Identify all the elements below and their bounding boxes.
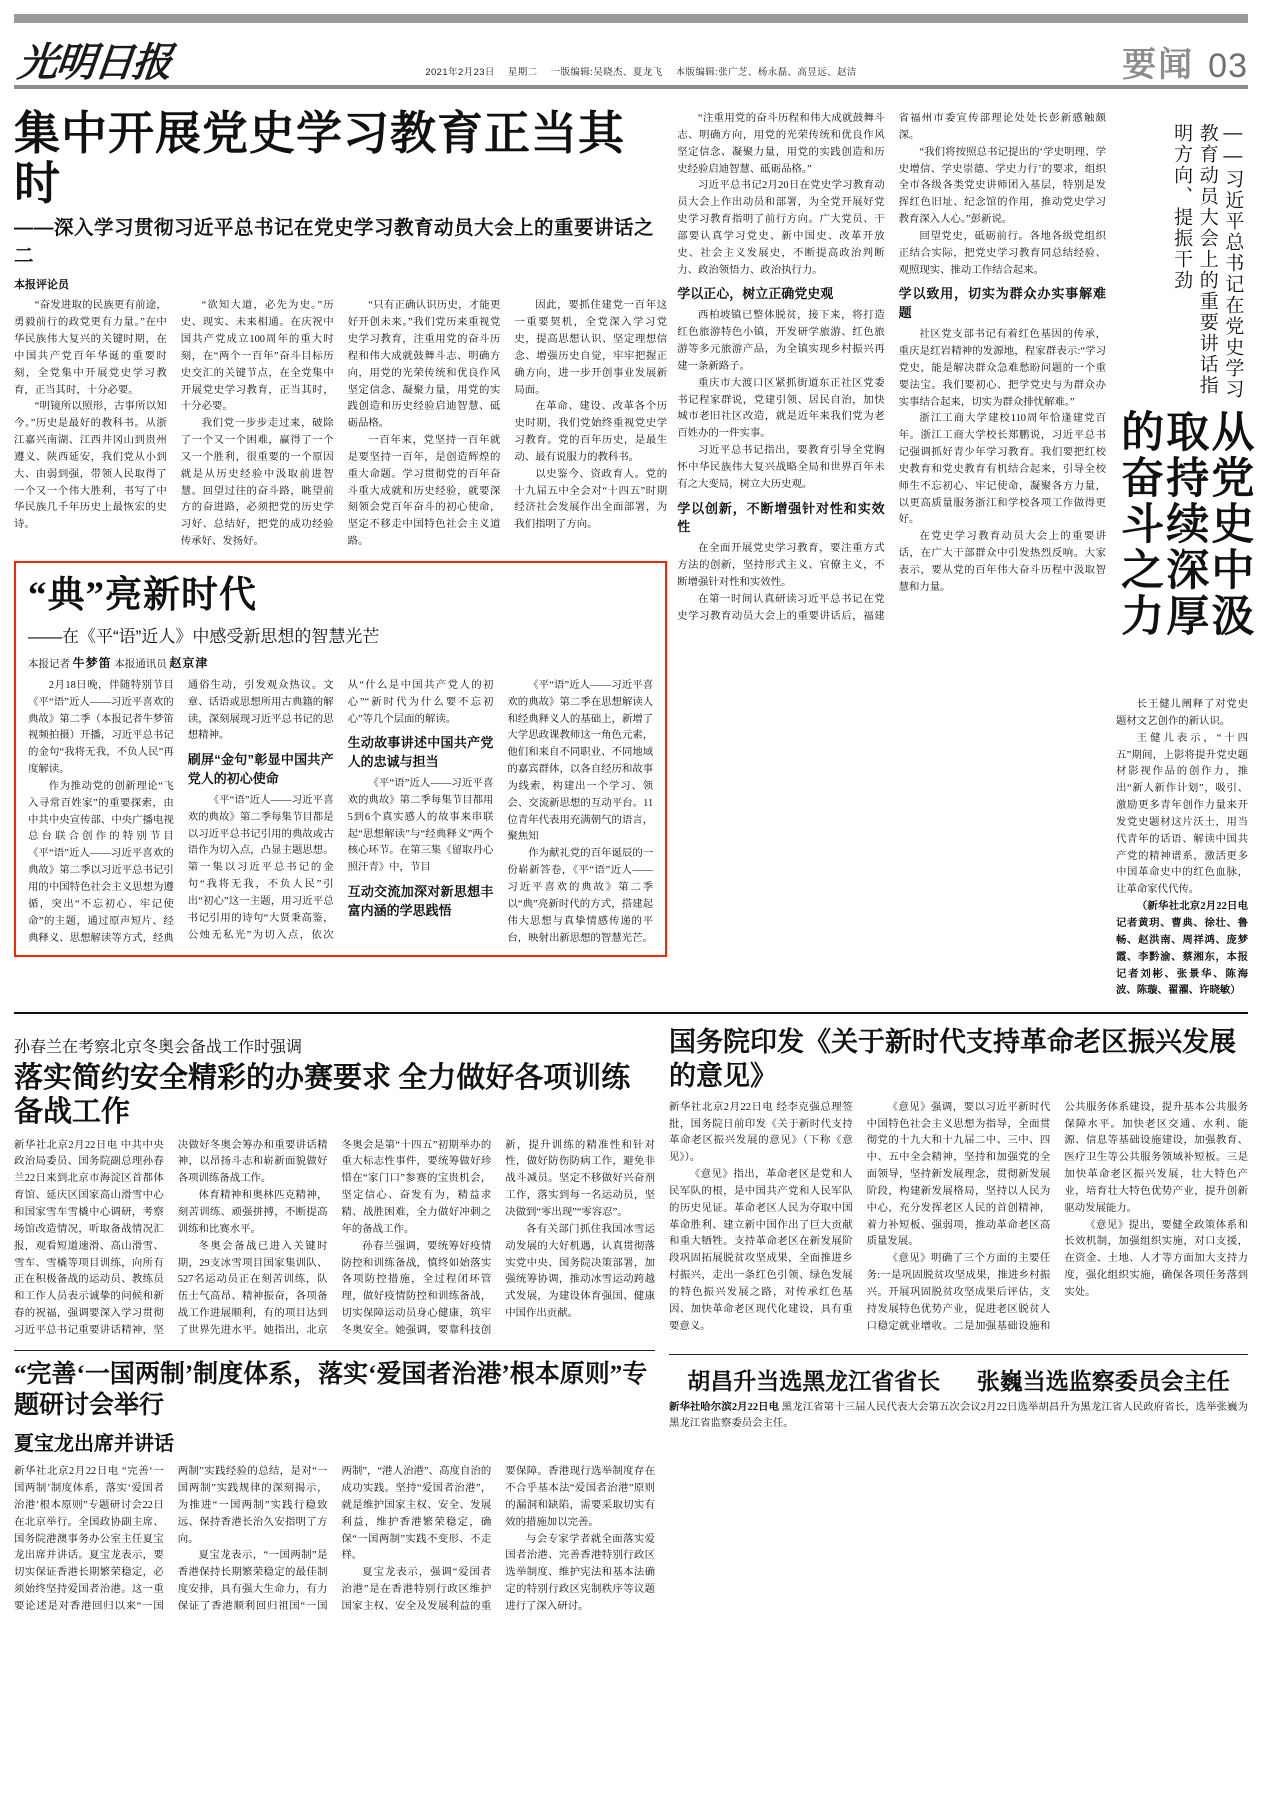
top-rule bbox=[14, 14, 1248, 23]
section-divider bbox=[14, 1012, 1248, 1014]
reporter-name: 牛梦笛 bbox=[72, 655, 112, 670]
paragraph: 社区党支部书记有着红色基因的传承，重庆是红岩精神的发源地，程家群表示:“学习党史，能是解决群众急难愁盼问题的一个重要法宝。我们要初心、把学党史与为群众办实事结合起来，切实为群众排忧解难。” bbox=[898, 329, 1106, 408]
council-headline: 国务院印发《关于新时代支持革命老区振兴发展的意见》 bbox=[669, 1027, 1236, 1091]
masthead-section bbox=[1122, 49, 1248, 83]
paragraph: 《平“语”近人——习近平喜欢的典故》第二季每集节目都是以习近平总书记引用的典故或古语作为切入点，凸显主题思想。第一集以习近平总书记的金句“我将无我，不负人民”引出“初心”这一主题，用习近平总书记引用的诗句“大贤秉高鉴，公烛无私光”为切入点，依次从“什么是中国共产党人的初心”“新时代为什么要不忘初心”等几个层面的解读。 bbox=[187, 679, 494, 941]
featured-byline bbox=[28, 654, 653, 671]
paragraph: 一百年来，党坚持一百年就是要坚持一百年，是创造辉煌的重大命题。学习贯彻党的百年奋斗重大成就和历史经验，就要深刻领会党百年奋斗的初心使命，坚定不移走中国特色社会主义道路。 bbox=[347, 435, 501, 548]
masthead-info bbox=[425, 64, 867, 83]
correspondent-name: 赵京津 bbox=[169, 655, 209, 670]
paragraph: 夏宝龙表示，“一国两制”是香港保持长期繁荣稳定的最佳制度安排，具有强大生命力，有力保证了香港顺利回归祖国“一国两制”，“港人治港”、高度自治的成功实践。坚持“爱国者治港”，就是维护国家主权、安全、发展利益，维护香港繁荣稳定，确保“一国两制”实践不变形、不走样。 bbox=[177, 1466, 492, 1612]
lead-subhead: ——深入学习贯彻习近平总书记在党史学习教育动员大会上的重要讲话之二 bbox=[14, 217, 655, 268]
page-editor: 本版编辑:张广芝、杨永磊、高昱远、赵洁 bbox=[675, 67, 857, 78]
paragraph: 在党史学习教育动员大会上的重要讲话，在广大干部群众中引发热烈反响。大家表示，要从党的百年伟大奋斗历程中汲取智慧和力量。 bbox=[898, 531, 1106, 593]
hk-headline: “完善‘一国两制’制度体系，落实‘爱国者治港’根本原则”专题研讨会举行 bbox=[14, 1360, 648, 1419]
paragraph: 《意见》强调，要以习近平新时代中国特色社会主义思想为指导，全面贯彻党的十九大和十九届二中、三中、四中、五中全会精神，坚持和加强党的全面领导，坚持新发展理念，贯彻新发展阶段，构建新发展格局，坚持以人民为中心，充分发挥老区人民的首创精神，着力补短板、强弱项，推动革命老区高质量发展。 bbox=[866, 1101, 1051, 1248]
hlj-governor-title: 胡昌升当选黑龙江省省长 bbox=[687, 1368, 941, 1394]
paragraph: 新华社北京2月22日电 经李克强总理签批，国务院日前印发《关于新时代支持革命老区振兴发展的意见》（下称《意见》）。 bbox=[669, 1101, 853, 1164]
paragraph: 因此，要抓住建党一百年这一重要契机，全党深入学习党史，提高思想认识、坚定理想信念、增强历史自觉，牢牢把握正确方向，进一步开创事业发展新局面。 bbox=[514, 300, 668, 396]
hlj-dateline: 新华社哈尔滨2月22日电 bbox=[669, 1401, 780, 1413]
paragraph: 体育精神和奥林匹克精神，刻苦训练、顽强拼搏，不断提高训练和比赛水平。 bbox=[177, 1190, 328, 1235]
lead-headline: 集中开展党史学习教育正当其时 bbox=[14, 108, 625, 209]
paragraph: 各有关部门抓住我国冰雪运动发展的大好机遇，认真贯彻落实党中央、国务院决策部署，加强统筹协调，推动冰雪运动跨越式发展，为建设体育强国、健康中国作出贡献。 bbox=[505, 1223, 655, 1320]
paragraph: 《意见》明确了三个方面的主要任务:一是巩固脱贫攻坚成果，推进乡村振兴。开展巩固脱贫攻坚成果后评估，支持发展特色优势产业，促进老区脱贫人口稳定就业增收。二是加强基础设施和公共服务体系建设，提升基本公共服务保障水平。加快老区交通、水利、能源、信息等基础设施建设，加强教育、医疗卫生等公共服务领域补短板。三是加快革命老区振兴发展，壮大特色产业，培育壮大特色优势产业，提升创新驱动发展能力。 bbox=[866, 1101, 1248, 1332]
section-heading: 学以正心，树立正确党史观 bbox=[677, 286, 834, 302]
section-title: 要闻 bbox=[1122, 47, 1195, 84]
paragraph: 我们党一步步走过来，破除了一个又一个困难，赢得了一个又一个胜利，很重要的一个原因就是从历史经验中汲取前进智慧。回望过往的奋斗路，眺望前方的奋进路，必须把党的历史学习好、总结好，把党的成功经验传承好、发扬好。 bbox=[180, 418, 334, 548]
paragraph: 新华社北京2月22日电 中共中央政治局委员、国务院副总理孙春兰22日来到北京市海淀区首都体育馆、延庆区国家高山滑雪中心和国家雪车雪橇中心调研，考察场馆改造情况，听取备战情况汇报，观看短道速滑、高山滑雪、雪车、雪橇等项目训练，向所有正在积极备战的运动员、教练员和工作人员表示诚挚的问候和新春的祝福，强调要深入学习贯彻习近平总书记重要讲话精神，坚决做好冬奥会筹办和重要讲话精神，以昂扬斗志和崭新面貌做好各项训练备战工作。 bbox=[14, 1139, 328, 1336]
sun-headline: 落实简约安全精彩的办赛要求 全力做好各项训练备战工作 bbox=[14, 1062, 631, 1129]
heilongjiang-titles bbox=[669, 1363, 1248, 1396]
paragraph: 在革命、建设、改革各个历史时期，我们党始终重视党史学习教育。党的百年历史，是最生动、最有说服力的教科书。 bbox=[514, 401, 668, 463]
vertical-subhead: ——习近平总书记在党史学习教育动员大会上的重要讲话指明方向、提振干劲 bbox=[1171, 123, 1244, 400]
paragraph: 与会专家学者就全面落实爱国者治港、完善香港特别行政区选举制度、维护宪法和基本法确定的特别行政区宪制秩序等议题进行了深入研讨。 bbox=[505, 1533, 655, 1612]
paragraph: 《平“语”近人——习近平喜欢的典故》第二季每集节目都用5到6个真实感人的故事来串联起“思想解读”与“经典释义”两个核心环节。在第三集《留取丹心照汗青》中，节目 bbox=[347, 778, 494, 874]
byline-label: 本报记者 bbox=[28, 658, 70, 670]
main-row bbox=[14, 93, 1253, 1000]
featured-subhead: ——在《平“语”近人》中感受新思想的智慧光芒 bbox=[28, 626, 380, 646]
sun-body bbox=[14, 1138, 655, 1340]
newspaper-page bbox=[0, 14, 1262, 1806]
sun-kicker: 孙春兰在考察北京冬奥会备战工作时强调 bbox=[14, 1039, 303, 1057]
left-column bbox=[14, 93, 667, 1000]
paragraph: 在第一时间认真研读习近平总书记在党史学习教育动员大会上的重要讲话后，福建省福州市委宣传部理论处处长彭新感触颇深。 bbox=[677, 113, 1106, 622]
middle-body bbox=[677, 111, 1106, 625]
hk-subhead: 夏宝龙出席并讲话 bbox=[14, 1433, 174, 1456]
paragraph: 西柏坡镇已整体脱贫，接下来，将打造红色旅游特色小镇，开发研学旅游、红色旅游等多元旅游产品，为全镇实现乡村振兴再建一条新路子。 bbox=[677, 310, 885, 372]
paragraph: 长王健儿阐释了对党史题材文艺创作的新认识。 bbox=[1116, 699, 1248, 727]
paragraph: “欲知大道，必先为史。”历史、现实、未来相通。在庆祝中国共产党成立100周年的重大时刻，在“两个一百年”奋斗目标历史交汇的关键节点，在全党集中开展党史学习教育，正当其时，十分必要。 bbox=[180, 300, 334, 413]
lead-body bbox=[14, 298, 667, 551]
vertical-headline: 从党史中汲取持续深厚的奋斗之力 bbox=[1115, 408, 1253, 639]
paragraph: 习近平总书记指出，要教育引导全党胸怀中华民族伟大复兴战略全局和世界百年未有之大变局，树立大历史观。 bbox=[677, 445, 885, 490]
article-divider bbox=[14, 1350, 655, 1351]
lower-row bbox=[14, 1022, 1248, 1616]
heilongjiang-body bbox=[669, 1400, 1248, 1433]
paragraph: 《意见》指出，革命老区是党和人民军队的根，是中国共产党和人民军队的历史见证。革命老区人民为夺取中国革命胜利、建立新中国作出了巨大贡献和重大牺牲。支持革命老区在新发展阶段巩固拓展脱贫攻坚成果，全面推进乡村振兴，走出一条红色引领、绿色发展的特色振兴发展之路，对传承红色基因、加快革命老区现代化建设，具有重要意义。 bbox=[669, 1169, 853, 1332]
article-divider bbox=[669, 1354, 1248, 1355]
lead-byline: 本报评论员 bbox=[14, 279, 69, 292]
hk-body bbox=[14, 1464, 655, 1616]
section-heading: 学以致用，切实为群众办实事解难题 bbox=[898, 286, 1106, 321]
front-page-editor: 一版编辑:吴晓杰、夏龙飞 bbox=[550, 67, 663, 78]
paragraph: 习近平总书记2月20日在党史学习教育动员大会上作出动员和部署，为全党开展好党史学习教育指明了前行方向。广大党员、干部要认真学习党史、新中国史、改革开放史、社会主义发展史，不断提高政治判断力、政治领悟力、政治执行力。 bbox=[677, 180, 885, 276]
paragraph: 浙江工商大学建校110周年恰逢建党百年。浙江工商大学校长郑鹏说，习近平总书记强调抓好青少年学习教育。我们要把红校史教育和党史教育有机结合起来，引导全校师生不忘初心、牢记使命，凝聚各方力量，以更高质量服务浙江和学校各项工作做得更好。 bbox=[898, 413, 1106, 526]
paragraph: 以史鉴今、资政育人。党的十九届五中全会对“十四五”时期经济社会发展作出全面部署，为我们指明了方向。 bbox=[514, 468, 668, 531]
paragraph: 夏宝龙表示，强调“爱国者治港”是在香港特别行政区维护国家主权、安全及发展利益的重要保障。香港现行选举制度存在不合乎基本法“爱国者治港”原则的漏洞和缺陷，需要采取切实有效的措施加以完善。 bbox=[341, 1466, 655, 1612]
paragraph: “明镜所以照形，古事所以知今。”历史是最好的教科书。从浙江嘉兴南湖、江西井冈山到贵州遵义、陕西延安，我们党从小到大、由弱到强，带领人民取得了一个又一个伟大胜利，书写了中华民族几千年历史上最恢宏的史诗。 bbox=[14, 401, 167, 531]
paragraph: 《意见》提出，要健全政策体系和长效机制，加强组织实施，对口支援，在资金、土地、人才等方面加大支持力度，强化组织实施，确保各项任务落到实处。 bbox=[1064, 1219, 1248, 1298]
paragraph: “注重用党的奋斗历程和伟大成就鼓舞斗志、明确方向，用党的光荣传统和优良作风坚定信念、凝聚力量，用党的实践创造和历史经验启迪智慧、砥砺品格。” bbox=[677, 113, 885, 175]
paragraph: 孙春兰强调，要统筹好疫情防控和训练备战，慎终如始落实各项防控措施，全过程闭环管理，做好疫情防控和训练备战，切实保障运动员身心健康，筑牢冬奥安全。她强调，要靠科技创新，提升训练的精准性和针对性，做好防伤防病工作，避免非战斗减员。坚定不移做好兴奋剂工作，落实到每一名运动员，坚决做到“零出现”“零容忍”。 bbox=[341, 1139, 655, 1336]
issue-weekday: 星期二 bbox=[507, 67, 538, 78]
vertical-headline-wrap bbox=[1116, 123, 1251, 683]
featured-headline: “典”亮新时代 bbox=[28, 575, 257, 616]
featured-section-heading: 刷屏“金句”彰显中国共产党人的初心使命 bbox=[187, 752, 334, 787]
middle-column bbox=[667, 93, 1116, 1000]
hlj-supervision-title: 张巍当选监察委员会主任 bbox=[976, 1368, 1230, 1394]
vertical-article-tail bbox=[1116, 697, 1248, 1000]
page-number: 03 bbox=[1208, 47, 1248, 85]
hlj-text: 黑龙江省第十三届人民代表大会第五次会议2月22日选举胡昌升为黑龙江省人民政府省长，选举张巍为黑龙江省监察委员会主任。 bbox=[669, 1401, 1248, 1430]
lower-left-column bbox=[14, 1022, 669, 1616]
right-column bbox=[1115, 93, 1253, 1000]
masthead-rule bbox=[14, 85, 1248, 89]
council-body bbox=[669, 1100, 1248, 1336]
paragraph: “我们将按照总书记提出的‘学史明理、学史增信、学史崇德、学史力行’的要求，组织全市各级各类党史讲师团入基层，特别是发挥红色旧址、纪念馆的作用，推动党史学习教育深入人心。”彭新说。 bbox=[898, 146, 1106, 226]
section-heading: 学以创新，不断增强针对性和实效性 bbox=[677, 500, 885, 535]
paragraph: 重庆市大渡口区紧抓街道东正社区党委书记程家群说，党建引领、居民自治，加快城市老旧社区改造，就是近年来我们党为老百姓办的一件实事。 bbox=[677, 377, 885, 440]
masthead bbox=[14, 23, 1248, 85]
featured-article-box bbox=[14, 561, 667, 957]
paragraph: 新华社北京2月22日电 “完善‘一国两制’制度体系，落实‘爱国者治港’根本原则”专题研讨会22日在北京举行。全国政协副主席、国务院港澳事务办公室主任夏宝龙出席并讲话。夏宝龙表示，要切实保证香港长期繁荣稳定，必须始终坚持爱国者治港。这一重要论述是对香港回归以来“一国两制”实践经验的总结，是对“一国两制”实践规律的深刻揭示，为推进“一国两制”实践行稳致远、保持香港长治久安指明了方向。 bbox=[14, 1466, 328, 1612]
newspaper-logo: 光明日报 bbox=[15, 40, 173, 85]
paragraph: 在全面开展党史学习教育，要注重方式方法的创新，坚持形式主义、官僚主义，不断增强针对性和实效性。 bbox=[677, 543, 885, 588]
lower-right-column bbox=[669, 1022, 1248, 1616]
paragraph: 《平“语”近人——习近平喜欢的典故》第二季在思想解读人和经典释义人的基础上，新增了大学思政课教师这一角色元素，他们和来自不同职业、不同地域的嘉宾群体，以各自经历和故事为线索，构建出一个学习、领会、交流新思想的互动平台。11位青年代表用充满朝气的语言，聚焦知 bbox=[507, 679, 654, 843]
paragraph: 2月18日晚，伴随特别节目《平“语”近人——习近平喜欢的典故》第二季（本报记者牛梦笛视频拍摄）开播，习近平总书记的金句“我将无我，不负人民”再度解读。 bbox=[28, 679, 174, 776]
paragraph: 冬奥会备战已进入关键时期，29支冰雪项目国家集训队、527名运动员正在刻苦训练，队伍士气高昂、精神振奋，各项备战工作进展顺利，有的项目达到了世界先进水平。她指出，北京冬奥会是第“十四五”初期举办的重大标志性事件，要统筹做好珍惜在“家门口”参赛的宝贵机会，坚定信心、奋发有为，精益求精、战胜困难，全力做好冲刺之年的备战工作。 bbox=[177, 1139, 492, 1336]
featured-section-heading: 生动故事讲述中国共产党人的忠诚与担当 bbox=[347, 735, 494, 770]
issue-date: 2021年2月23日 bbox=[425, 67, 495, 78]
vertical-headline-cols bbox=[1116, 123, 1251, 683]
byline-label-2: 本报通讯员 bbox=[114, 658, 167, 670]
paragraph: “只有正确认识历史，才能更好开创未来。”我们党历来重视党史学习教育，注重用党的奋斗历程和伟大成就鼓舞斗志、明确方向，用党的光荣传统和优良作风坚定信念、凝聚力量，用党的实践创造和历史经验启迪智慧、砥砺品格。 bbox=[347, 300, 501, 430]
paragraph: 作为推动党的创新理论“飞入寻常百姓家”的重要探索，由中共中央宣传部、中央广播电视总台联合创作的特别节目《平“语”近人——习近平喜欢的典故》第二季以习近平总书记引用的中国特色社会主义思想为遵循，突出“不忘初心、牢记使命”的主题，通过原声短片、经典释义、思想解读等方式，经典通俗生动，引发观众热议。文章、话语或思想所用古典籍的解读，深刻展现习近平总书记的思想精神。 bbox=[28, 679, 334, 944]
featured-body bbox=[28, 678, 653, 948]
paragraph: 作为献礼党的百年诞辰的一份崭新答卷，《平“语”近人——习近平喜欢的典故》第二季以“典”亮新时代的方式，搭建起伟大思想与真挚情感传递的平台，映射出新思想的智慧光芒。 bbox=[507, 848, 654, 944]
paragraph: （新华社北京2月22日电 记者黄玥、曹典、徐壮、鲁畅、赵洪南、周祥鸿、庞梦霞、李黔渝、蔡湘东，本报记者刘彬、张景华、陈海波、陈璇、翟濯、许晓敏） bbox=[1116, 901, 1248, 997]
paragraph: 王健儿表示，“十四五”期间，上影将提升党史题材影视作品的创作力，推出“新人新作计划”，吸引、激励更多青年创作力量来开发党史题材这片沃土，用当代青年的话语、解读中国共产党的精神谱系，激活更多中国革命史中的红色血脉，让革命家代代传。 bbox=[1116, 732, 1248, 896]
featured-section-heading: 互动交流加深对新思想丰富内涵的学思践悟 bbox=[347, 884, 494, 918]
paragraph: “奋发进取的民族更有前途，勇毅前行的政党更有力量。”在中华民族伟大复兴的关键时期，在中国共产党百年华诞的重要时刻，全党集中开展党史学习教育，正当其时，十分必要。 bbox=[14, 300, 167, 396]
paragraph: 回望党史，砥砺前行。各地各级党组织正结合实际，把党史学习教育同总结经验、观照现实、推动工作结合起来。 bbox=[898, 230, 1106, 276]
